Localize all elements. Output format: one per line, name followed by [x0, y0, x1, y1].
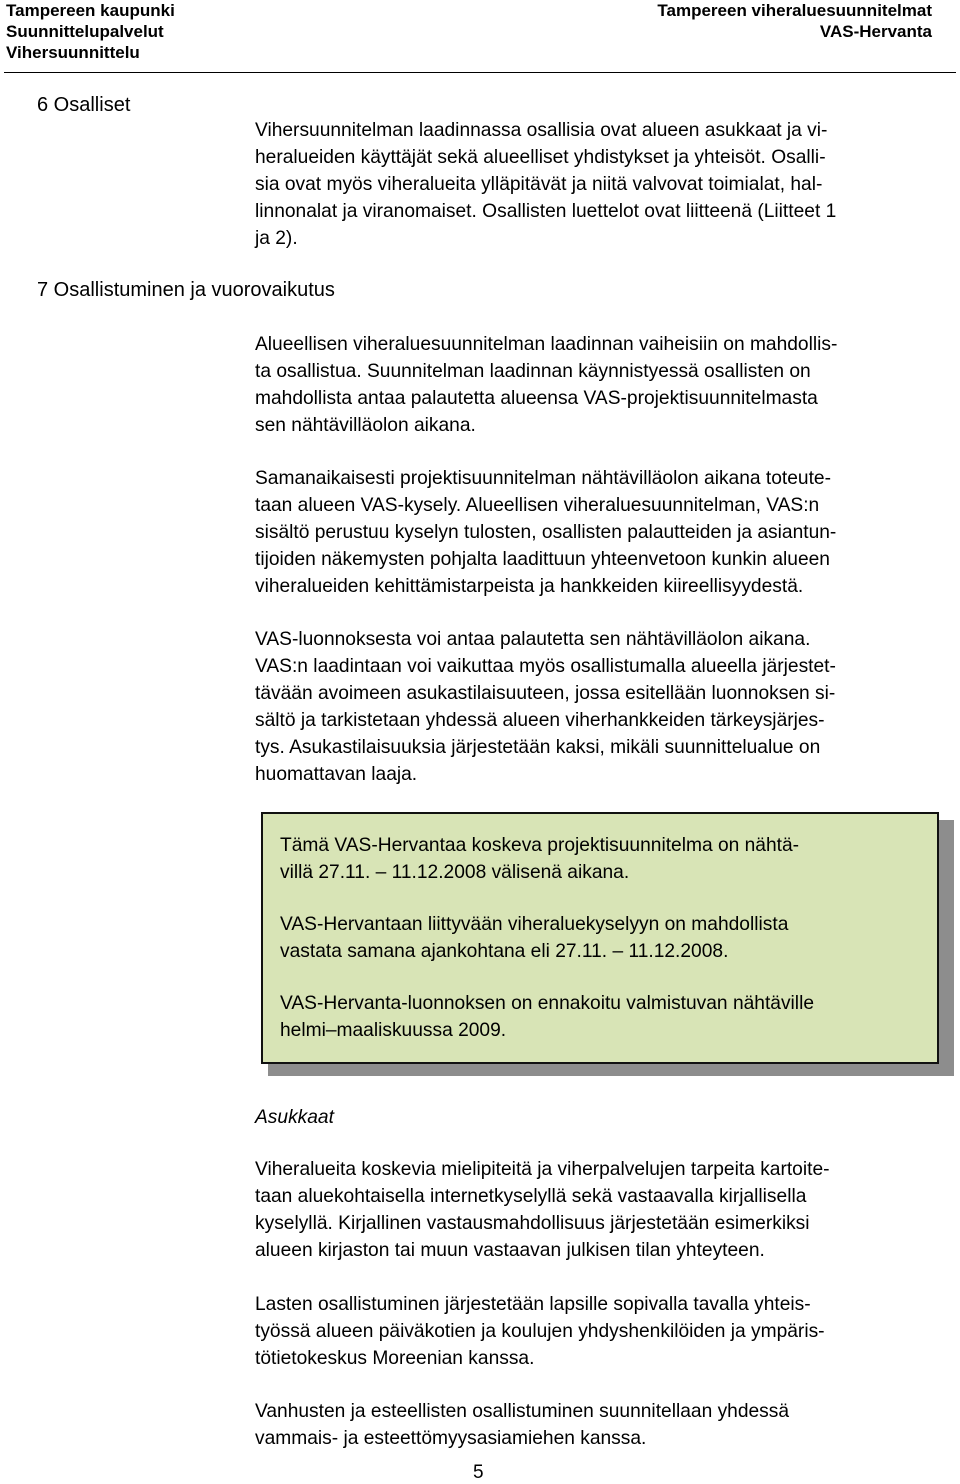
subheading-asukkaat: Asukkaat — [255, 1107, 334, 1128]
header-unit: Vihersuunnittelu — [6, 43, 140, 62]
paragraph-survey: Samanaikaisesti projektisuunnitelman nähtävilläolon aikana toteute- taan alueen VAS-kysely. Alueellisen viheraluesuunnitelman, VAS:n sisältö perustuu kyselyn tulosten, osallisten palautteiden ja asiantun- tijoiden näkemysten pohjalta laadittuun yhteenvetoon kunkin alueen viheralueiden kehittämistarpeista ja hankkeiden kiireellisyydestä. — [255, 468, 837, 597]
header-rule — [4, 72, 956, 73]
header-doc-title: Tampereen viheraluesuunnitelmat — [657, 1, 932, 20]
notice-paragraph: VAS-Hervantaan liittyvään viheraluekyselyyn on mahdollista vastata samana ajankohtana eli 27.11. – 11.12.2008. — [280, 914, 789, 962]
header-org: Tampereen kaupunki — [6, 1, 175, 20]
section-heading-osallistuminen: 7 Osallistuminen ja vuorovaikutus — [37, 279, 335, 301]
paragraph-participation-phases: Alueellisen viheraluesuunnitelman laadinnan vaiheisiin on mahdollis- ta osallistua. Suunnitelman laadinnan käynnistyessä osallisten on mahdollista antaa palautetta alueensa VAS-projektisuunnitelmasta sen nähtävilläolon aikana. — [255, 334, 838, 436]
page-number: 5 — [473, 1462, 484, 1483]
paragraph-osalliset: Vihersuunnitelman laadinnassa osallisia ovat alueen asukkaat ja vi- heralueiden käyttäjät sekä alueelliset yhdistykset ja yhteisöt. Osalli- sia ovat myös viheralueita ylläpitävät ja niitä valvovat toimialat, hal- linnonalat ja viranomaiset. Osallisten luettelot ovat liitteenä (Liitteet 1 ja 2). — [255, 120, 837, 249]
paragraph-draft-feedback: VAS-luonnoksesta voi antaa palautetta sen nähtävilläolon aikana. VAS:n laadintaan voi vaikuttaa myös osallistumalla alueella järjestet- tävään avoimeen asukastilaisuuteen, jossa esitellään luonnoksen si- sältö ja tarkistetaan yhdessä alueen viherhankkeiden tärkeysjärjes- tys. Asukastilaisuuksia järjestetään kaksi, mikäli suunnittelualue on huomattavan laaja. — [255, 629, 836, 785]
header-dept: Suunnittelupalvelut — [6, 22, 164, 41]
notice-paragraph: VAS-Hervanta-luonnoksen on ennakoitu valmistuvan nähtäville helmi–maaliskuussa 2009. — [280, 993, 815, 1041]
paragraph-elderly: Vanhusten ja esteellisten osallistuminen suunnitellaan yhdessä vammais- ja esteettömyysasiamiehen kanssa. — [255, 1401, 790, 1449]
notice-box — [261, 812, 939, 1064]
header-left — [6, 0, 175, 63]
notice-paragraph: Tämä VAS-Hervantaa koskeva projektisuunnitelma on nähtä- villä 27.11. – 11.12.2008 välisenä aikana. — [280, 835, 800, 883]
paragraph-residents-survey: Viheralueita koskevia mielipiteitä ja viherpalvelujen tarpeita kartoite- taan aluekohtaisella internetkyselyllä sekä vastaavalla kirjallisella kyselyllä. Kirjallinen vastausmahdollisuus järjestetään esimerkiksi alueen kirjaston tai muun vastaavan julkisen tilan yhteyteen. — [255, 1159, 830, 1261]
paragraph-children: Lasten osallistuminen järjestetään lapsille sopivalla tavalla yhteis- työssä alueen päiväkotien ja koulujen yhdyshenkilöiden ja ympäris- tötietokeskus Moreenian kanssa. — [255, 1294, 825, 1369]
section-heading-osalliset: 6 Osalliset — [37, 94, 131, 116]
header-area: VAS-Hervanta — [819, 22, 932, 41]
header-right — [657, 0, 932, 42]
